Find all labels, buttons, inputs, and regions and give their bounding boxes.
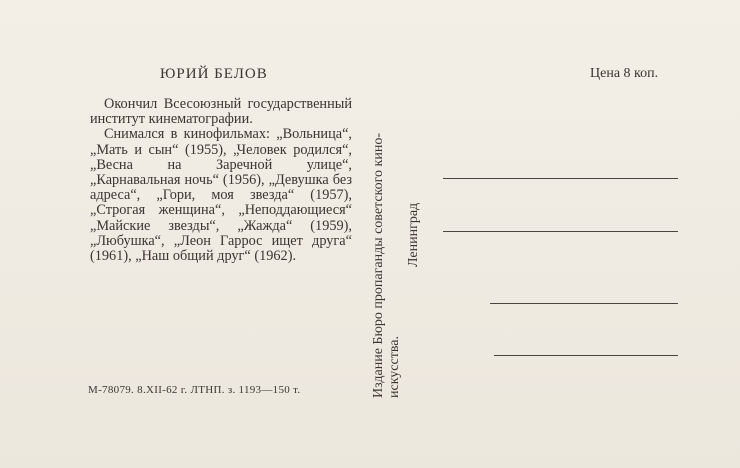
bio-filmography: Снимался в кинофильмах: „Вольница“, „Мать и сын“ (1955), „Человек родился“, „Весна на Заречной улице“, „Карнавальная ночь“ (1956), „Девушка без адреса“, „Гори, моя звезда“ (1957), „Строгая женщина“, „Неподдающиеся“ „Майские звезды“, „Жажда“ (1959), „Любушка“, „Леон Гаррос ищет друга“ (1961), „Наш общий друг“ (1962). [90, 126, 352, 265]
actor-name-title: ЮРИЙ БЕЛОВ [160, 66, 268, 82]
publisher-text [371, 133, 403, 398]
publisher-line-1: Издание Бюро пропаганды советского кино- [371, 133, 386, 398]
address-line-1 [443, 178, 678, 179]
address-line-3 [490, 303, 678, 304]
price-label: Цена 8 коп. [590, 66, 659, 81]
address-line-4 [494, 355, 678, 356]
city-text: Ленинград [406, 202, 421, 267]
print-info: М-78079. 8.XII-62 г. ЛТНП. з. 1193—150 т. [88, 384, 301, 396]
publisher-line-2: искусства. [387, 336, 402, 398]
address-line-2 [443, 231, 678, 232]
biography-text [90, 97, 352, 264]
bio-education: Окончил Всесоюзный государственный институт кинематографии. [90, 96, 352, 128]
